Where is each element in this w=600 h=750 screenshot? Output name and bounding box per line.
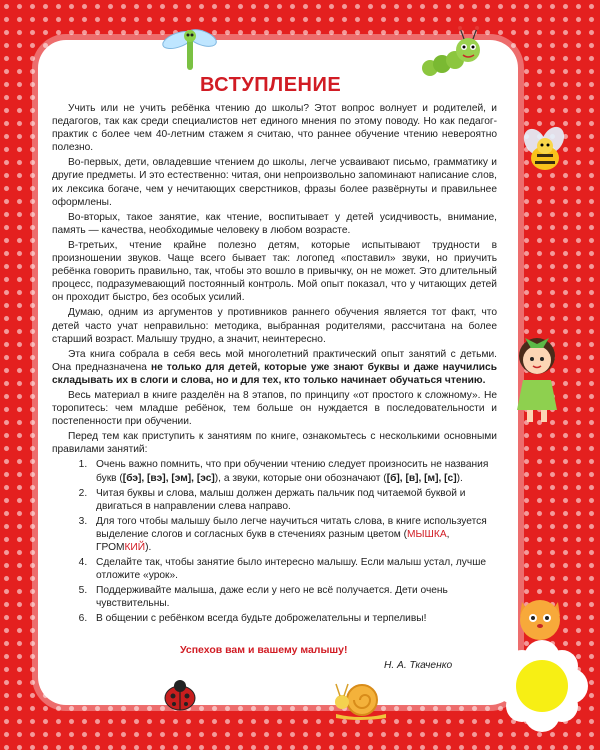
ladybug-icon — [160, 676, 200, 712]
snail-icon — [330, 672, 390, 722]
list-item: 6. В общении с ребёнком всегда будьте доброжелательны и терпеливы! — [90, 612, 497, 625]
paragraph: Во-первых, дети, овладевшие чтением до школы, легче усваивают письмо, грамматику и другие предметы. И это естественно: читая, они непроизвольно запоминают написание слов, их лексика богаче, чем у нечитающих сверстников, фразы более развёрнуты и правильнее оформлены. — [52, 157, 497, 208]
list-item: 1. Очень важно помнить, что при обучении чтению следует произносить не названия букв ([бэ], [вэ], [эм], [эс]), а звуки, которые они обозначают ([б], [в], [м], [с]). — [90, 458, 497, 484]
rules-list — [52, 458, 497, 625]
bee-icon — [515, 122, 575, 182]
stages-paragraph: Весь материал в книге разделён на 8 этапов, по принципу «от простого к сложному». Не торопитесь: чем младше ребёнок, тем больше он нуждается в последовательности и постепенности при обучении. — [52, 389, 497, 428]
intro-text — [52, 102, 497, 628]
girl-doll-icon — [505, 330, 570, 425]
flower-icon — [492, 636, 592, 736]
example-word-red: КИЙ — [124, 542, 146, 553]
list-item: 2. Читая буквы и слова, малыш должен держать пальчик под читаемой буквой и двигаться в направлении слева направо. — [90, 487, 497, 513]
example-word-black: ГРОМ — [96, 542, 125, 553]
paragraph: Учить или не учить ребёнка чтению до школы? Этот вопрос волнует и родителей, и педагогов, так как среди специалистов нет единого мнения по этому поводу. Но как педагог-практик с более чем 40-летним стажем я считаю, что раннее обучение чтению невероятно полезно. — [52, 103, 497, 154]
caterpillar-icon — [418, 22, 488, 82]
page-title: ВСТУПЛЕНИЕ — [200, 74, 342, 96]
author-signature: Н. А. Ткаченко — [384, 660, 453, 671]
dragonfly-icon — [160, 22, 220, 77]
paragraph: Думаю, одним из аргументов у противников раннего обучения является тот факт, что детей часто учат неправильно: методика, выбранная родителями, рассчитана на более старший возраст. Малышу трудно, а значит, неинтересно. — [52, 307, 497, 345]
paragraph: Во-вторых, такое занятие, как чтение, воспитывает у детей усидчивость, внимание, память — качества, необходимые человеку в любом возрасте. — [52, 211, 497, 236]
closing-wish: Успехов вам и вашему малышу! — [180, 644, 348, 656]
book-paragraph-start: Эта книга собрала в себя весь мой многолетний практический опыт занятий с детьми. Она предназначена — [52, 348, 497, 373]
list-item: 5. Поддерживайте малыша, даже если у него не всё получается. Дети очень чувствительны. — [90, 584, 497, 610]
book-paragraph-bold: не только для детей, которые уже знают буквы и даже научились складывать их в слоги и слова, но и для тех, кто только начинает обучаться чтению. — [52, 361, 497, 386]
example-word-red: МЫШКА — [407, 528, 447, 540]
book-paragraph — [52, 348, 497, 387]
list-item: 4. Сделайте так, чтобы занятие было интересно малышу. Если малыш устал, лучше отложите «урок». — [90, 556, 497, 582]
paragraph: В-третьих, чтение крайне полезно детям, которые испытывают трудности в произношении звуков. Чаще всего бывает так: логопед «поставил» звуки, но приучить ребёнка говорить правильно, так, чтобы это вошло в привычку, он не может. Это длительный процесс, подразумевающий постоянный контроль. Мой опыт показал, что у читающих детей он проходит быстро, без особых усилий. — [52, 239, 497, 304]
rules-intro: Перед тем как приступить к занятиям по книге, ознакомьтесь с несколькими основными правилами занятий: — [52, 431, 497, 456]
list-item: 3. Для того чтобы малышу было легче научиться читать слова, в книге используется выделение слогов и согласных букв в стечениях разным цветом (МЫШКА, ГРОМКИЙ). — [90, 515, 497, 554]
